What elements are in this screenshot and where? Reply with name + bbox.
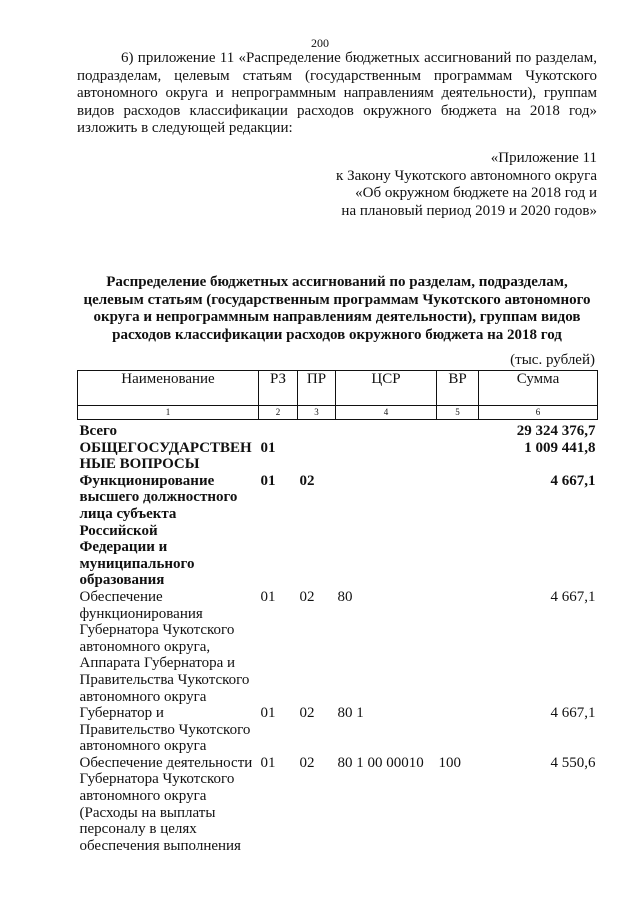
title-line: целевым статьям (государственным программам Чукотского автономного [83, 291, 591, 308]
row-name: ОБЩЕГОСУДАРСТВЕН НЫЕ ВОПРОСЫ [79, 439, 252, 473]
header-pr: ПР [298, 371, 336, 406]
column-number: 5 [437, 406, 479, 420]
column-number: 6 [479, 406, 598, 420]
row-sum: 4 667,1 [550, 588, 596, 605]
row-csr: 80 [337, 588, 353, 605]
row-pr [298, 420, 336, 440]
row-csr [336, 473, 437, 589]
header-name: Наименование [78, 371, 259, 406]
table-row [78, 473, 598, 589]
row-name: Функционирование высшего должностного лица субъекта Российской Федерации и муниципального образования [79, 472, 238, 589]
row-vr [437, 705, 479, 755]
budget-table [77, 370, 598, 854]
title-line: расходов классификации расходов окружного бюджета на 2018 год [112, 326, 562, 343]
page-number: 200 [311, 36, 329, 50]
row-pr [298, 440, 336, 473]
intro-line: изложить в следующей редакции: [77, 120, 293, 137]
intro-line: подразделам, целевым статьям (государственным программам Чукотского [77, 67, 597, 84]
document-title [77, 274, 597, 344]
appendix-line: «Об окружном бюджете на 2018 год и [355, 185, 597, 202]
table-column-numbers [78, 406, 598, 420]
column-number: 3 [298, 406, 336, 420]
intro-line: видов расходов классификации расходов окружного бюджета на 2018 год» [77, 102, 597, 119]
row-name: Всего [79, 423, 117, 439]
row-name: Обеспечение деятельности Губернатора Чукотского автономного округа (Расходы на выплаты персоналу в целях обеспечения выполнения [79, 754, 253, 854]
title-line: Распределение бюджетных ассигнований по разделам, подразделам, [106, 274, 568, 290]
table-row [78, 705, 598, 755]
title-line: округа и непрограммным направлениям деятельности), группам видов [93, 309, 581, 326]
table-row [78, 589, 598, 705]
row-vr [437, 473, 479, 589]
row-name: Губернатор и Правительство Чукотского автономного округа [79, 705, 251, 755]
row-vr: 100 [438, 754, 461, 771]
row-sum: 1 009 441,8 [524, 439, 596, 456]
row-rz [259, 420, 298, 440]
column-number: 4 [336, 406, 437, 420]
intro-paragraph [77, 50, 597, 138]
row-csr: 80 1 [337, 705, 364, 722]
table-header-row [78, 371, 598, 406]
row-csr [336, 440, 437, 473]
appendix-line: «Приложение 11 [490, 150, 597, 166]
appendix-line: к Закону Чукотского автономного округа [336, 167, 597, 184]
header-vr: ВР [437, 371, 479, 406]
column-number: 2 [259, 406, 298, 420]
row-name: Обеспечение функционирования Губернатора Чукотского автономного округа, Аппарата Губернатора и Правительства Чукотского автономного округа [79, 588, 250, 705]
row-sum: 29 324 376,7 [516, 423, 596, 439]
row-rz: 01 [260, 705, 276, 722]
intro-line: автономного округа и непрограммным направлениям деятельности), группам [77, 85, 597, 102]
row-pr: 02 [299, 705, 315, 722]
row-sum: 4 550,6 [550, 754, 596, 771]
header-rz: РЗ [259, 371, 298, 406]
appendix-reference [336, 150, 597, 220]
row-sum: 4 667,1 [550, 472, 596, 489]
table-body [78, 420, 598, 855]
row-sum: 4 667,1 [550, 705, 596, 722]
intro-line: 6) приложение 11 «Распределение бюджетных ассигнований по разделам, [121, 50, 597, 66]
row-csr [336, 420, 437, 440]
table-row [78, 420, 598, 440]
header-sum: Сумма [479, 371, 598, 406]
header-csr: ЦСР [336, 371, 437, 406]
row-rz: 01 [260, 439, 276, 456]
row-pr: 02 [299, 754, 315, 771]
table-row [78, 755, 598, 855]
column-number: 1 [78, 406, 259, 420]
row-vr [437, 420, 479, 440]
row-rz: 01 [260, 472, 276, 489]
row-rz: 01 [260, 588, 276, 605]
units-label: (тыс. рублей) [510, 352, 595, 368]
row-rz: 01 [260, 754, 276, 771]
row-vr [437, 440, 479, 473]
row-pr: 02 [299, 472, 315, 489]
row-csr: 80 1 00 00010 [337, 754, 424, 771]
row-pr: 02 [299, 588, 315, 605]
appendix-line: на плановый период 2019 и 2020 годов» [341, 202, 597, 219]
row-vr [437, 589, 479, 705]
table-row [78, 440, 598, 473]
